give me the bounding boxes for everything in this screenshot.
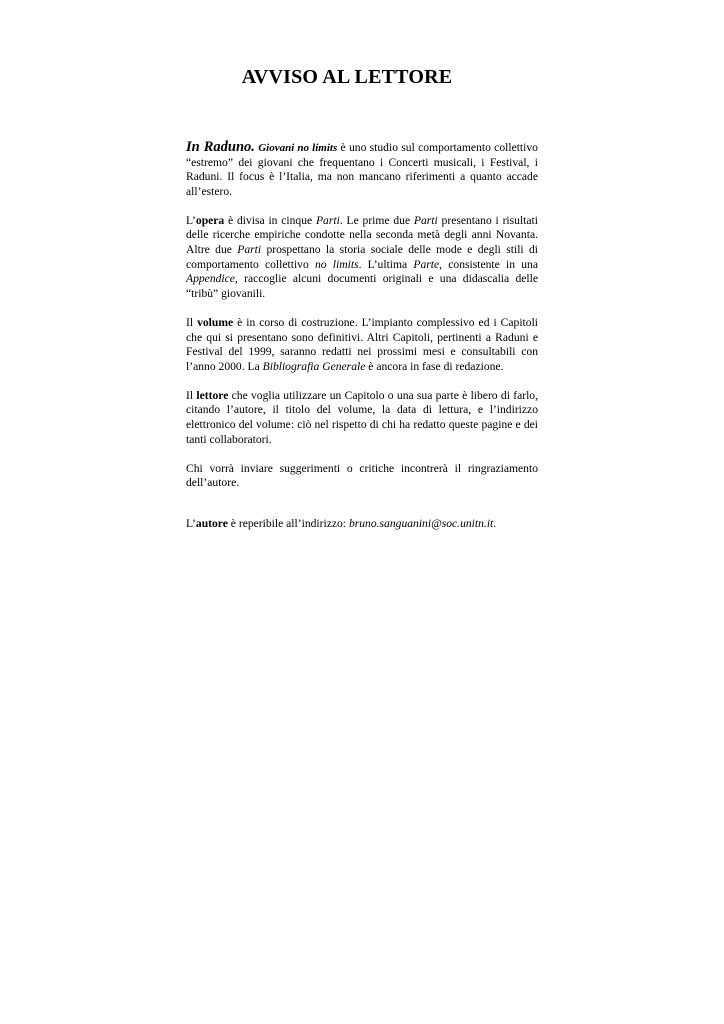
text-span: prospettano la storia sociale delle mode e degli stili di comportamento collettivo [186, 243, 539, 271]
author-email: bruno.sanguanini@soc.unitn.it [348, 517, 494, 530]
text-span: è in corso di costruzione. L’impianto complessivo ed i Capitoli che qui si presentano sono definitivi. Altri Capitoli, pertinenti a Raduni e Festival del 1999, saranno redatti nei prossimi mesi e consultabili con l’anno 2000. La [186, 315, 539, 373]
keyword-lettore: lettore [196, 388, 229, 402]
emphasis-span: Parte [413, 257, 440, 271]
emphasis-span: Bibliografia Generale [262, 359, 366, 373]
work-subtitle: Giovani no limits [258, 142, 338, 154]
emphasis-span: Parti [237, 243, 262, 257]
text-span: . L’ultima [358, 257, 414, 271]
emphasis-span: Parti [315, 213, 340, 227]
text-span: , consistente in una [439, 257, 538, 271]
text-span: L’ [186, 213, 196, 227]
emphasis-span: Appendice, [186, 272, 238, 286]
text-span: è divisa in cinque [224, 213, 316, 227]
text-span: Il [186, 315, 198, 329]
text-span: Il [186, 388, 197, 402]
paragraph-opera [186, 214, 538, 302]
text-span: L’ [186, 517, 196, 530]
page-title: AVVISO AL LETTORE [241, 66, 453, 88]
paragraph-intro [186, 140, 538, 199]
paragraph-lettore [186, 389, 538, 447]
keyword-autore: autore [195, 517, 228, 530]
text-span: è ancora in fase di redazione. [365, 359, 504, 373]
text-span: che voglia utilizzare un Capitolo o una sua parte è libero di farlo, citando l’autore, il titolo del volume, la data di lettura, e l’indirizzo elettronico del volume: ciò nel rispetto di chi ha redatto queste pagine e dei tanti collaboratori. [186, 388, 538, 446]
keyword-opera: opera [195, 213, 225, 227]
emphasis-span: no limits [314, 257, 359, 271]
intro-text: è uno studio sul comportamento collettivo “estremo” dei giovani che frequentano i Concerti musicali, i Festival, i Raduni. Il focus è l’Italia, ma non mancano riferimenti a quanto accade all’estero. [186, 141, 538, 198]
text-span: . Le prime due [339, 213, 414, 227]
document-body [186, 140, 538, 505]
text-span: è reperibile all’indirizzo: [227, 517, 349, 530]
paragraph-autore [186, 517, 566, 532]
text-span: presentano i risultati delle ricerche empiriche condotte nella seconda metà degli anni Novanta. Altre due [186, 213, 538, 257]
text-span: . [493, 517, 497, 530]
work-title: In Raduno. [186, 139, 255, 155]
paragraph-volume [186, 316, 538, 374]
emphasis-span: Parti [413, 213, 438, 227]
keyword-volume: volume [197, 315, 234, 329]
paragraph-suggerimenti: Chi vorrà inviare suggerimenti o critiche incontrerà il ringraziamento dell’autore. [186, 461, 538, 490]
text-span: raccoglie alcuni documenti originali e una didascalia delle “tribù” giovanili. [186, 272, 538, 300]
